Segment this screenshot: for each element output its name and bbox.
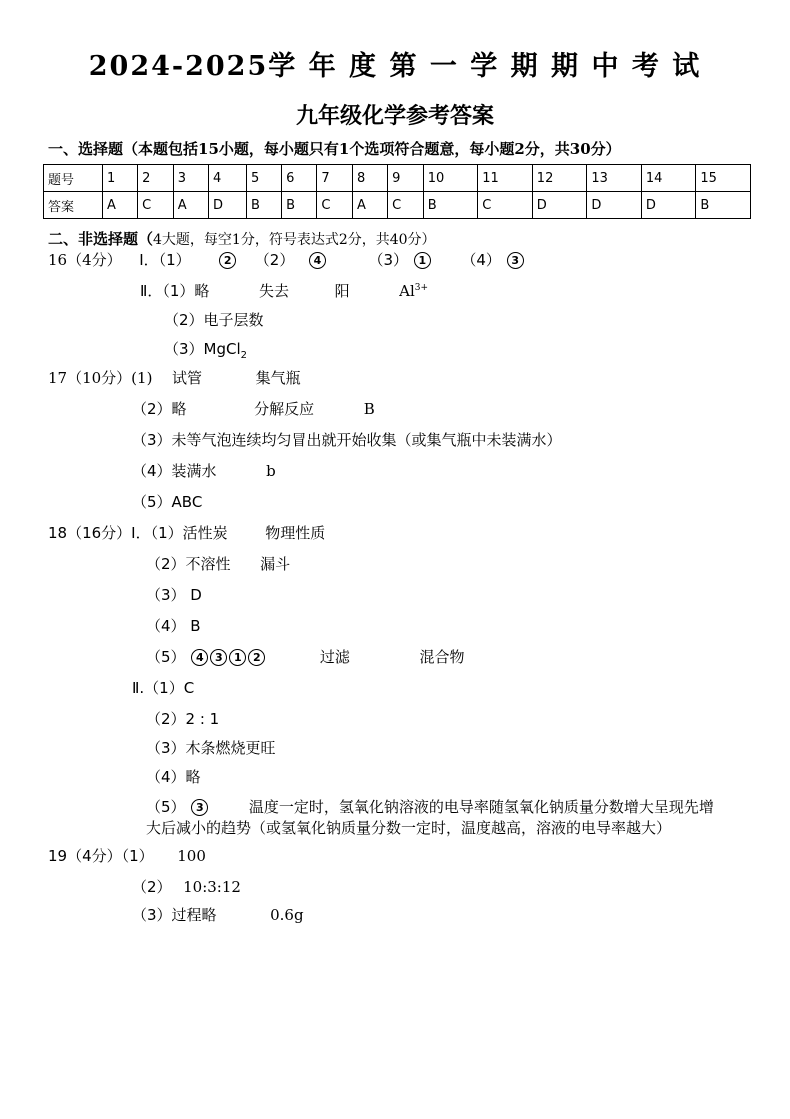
q18-l5c: 混合物 <box>419 648 465 666</box>
table-cell: 15 <box>696 165 751 192</box>
q16-i-4-label: （4） <box>461 251 501 269</box>
q18-line-5 <box>146 646 464 667</box>
q17-l2b: 分解反应 <box>254 400 315 418</box>
q18-answer-circled: 4 <box>191 649 208 666</box>
q19-line-3 <box>132 904 304 925</box>
q18-ii5-text: 温度一定时，氢氧化钠溶液的电导率随氢氧化钠质量分数增大呈现先增 <box>248 798 714 816</box>
table-cell: 10 <box>423 165 478 192</box>
table-cell: A <box>173 192 208 219</box>
q16-ion-charge: 3+ <box>414 283 429 293</box>
table-cell: D <box>208 192 246 219</box>
q18-head: 18（16分）Ⅰ．（1）活性炭 <box>48 524 228 542</box>
q18-answer-circled: 1 <box>229 649 246 666</box>
q17-line-3: （3）未等气泡连续均匀冒出就开始收集（或集气瓶中未装满水） <box>132 431 562 449</box>
q17-l4b: b <box>266 462 276 480</box>
q18-ii-line-5 <box>146 796 714 817</box>
table-cell: C <box>388 192 424 219</box>
q16-answer-circled: 4 <box>309 252 326 269</box>
q18-l5b: 过滤 <box>319 648 350 666</box>
q18-line-3: （3） D <box>146 586 202 604</box>
table-cell: B <box>282 192 317 219</box>
table-cell: A <box>352 192 387 219</box>
table-cell: C <box>478 192 533 219</box>
q16-i-2-label: （2） <box>254 251 295 269</box>
q16-ii-1d <box>399 282 428 300</box>
table-cell: 4 <box>208 165 246 192</box>
q17-head: 17（10分）(1) <box>48 369 153 387</box>
q19-l2a: （2） <box>132 878 172 896</box>
table-cell: 7 <box>317 165 353 192</box>
table-cell: B <box>423 192 478 219</box>
table-cell: 3 <box>173 165 208 192</box>
q18-ii-line-3: （3）木条燃烧更旺 <box>146 739 276 757</box>
table-cell: 1 <box>103 165 138 192</box>
q16-answer-circled: 1 <box>414 252 431 269</box>
q18-answer-circled: 2 <box>248 649 265 666</box>
q16-ion-symbol: Al <box>399 282 415 300</box>
document-subtitle: 九年级化学参考答案 <box>295 103 494 129</box>
table-cell: B <box>696 192 751 219</box>
document-title: 2024-2025学 年 度 第 一 学 期 期 中 考 试 <box>88 51 702 82</box>
table-cell: 2 <box>138 165 174 192</box>
q16-formula-subscript: 2 <box>240 350 248 361</box>
q18-line-1 <box>48 522 325 543</box>
table-cell: 8 <box>352 165 387 192</box>
section-2-heading-rest: 4大题，每空1分，符号表达式2分，共40分） <box>153 232 436 248</box>
table-cell: 5 <box>246 165 281 192</box>
q17-l4a: （4）装满水 <box>132 462 217 480</box>
q19-a1: 100 <box>177 847 206 865</box>
q16-head: 16（4分） <box>48 251 122 269</box>
table-cell: A <box>103 192 138 219</box>
table-cell: C <box>138 192 174 219</box>
table-cell: 14 <box>641 165 696 192</box>
table-cell: 11 <box>478 165 533 192</box>
table-cell: 6 <box>282 165 317 192</box>
answer-table <box>43 164 751 219</box>
q16-answer-circled: 3 <box>507 252 524 269</box>
q17-a2: 集气瓶 <box>255 369 301 387</box>
table-row-numbers <box>44 165 751 192</box>
q18-answer-circled: 3 <box>191 799 208 816</box>
q17-l2c: B <box>363 400 375 418</box>
table-cell: B <box>246 192 281 219</box>
q18-line-2 <box>146 553 290 574</box>
q19-head: 19（4分）（1） <box>48 847 154 865</box>
q17-l2a: （2）略 <box>132 400 187 418</box>
q18-ii-line-5-cont: 大后减小的趋势（或氢氧化钠质量分数一定时，温度越高，溶液的电导率越大） <box>146 819 672 837</box>
q17-line-1 <box>48 367 301 388</box>
section-2-heading-bold: 二、非选择题（ <box>48 230 154 248</box>
table-cell: 9 <box>388 165 424 192</box>
q19-l2b: 10:3:12 <box>183 878 241 896</box>
q18-l2b: 漏斗 <box>260 555 291 573</box>
section-2-heading <box>48 228 436 249</box>
q16-formula: （3）MgCl <box>164 340 241 358</box>
q18-ii-line-4: （4）略 <box>146 768 201 786</box>
table-header-cell: 答案 <box>44 192 103 219</box>
q16-ii-1b: 失去 <box>259 282 290 300</box>
q18-answer-circled: 3 <box>210 649 227 666</box>
q19-line-2 <box>132 876 241 897</box>
q18-h2: 物理性质 <box>265 524 326 542</box>
q18-line-4: （4） B <box>146 617 201 635</box>
section-1-heading: 一、选择题（本题包括15小题，每小题只有1个选项符合题意，每小题2分，共30分） <box>48 140 621 158</box>
q18-ii5-label: （5） <box>146 798 186 816</box>
table-header-cell: 题号 <box>44 165 103 192</box>
q18-l5-label: （5） <box>146 648 186 666</box>
q16-line-1 <box>48 249 525 270</box>
table-cell: 12 <box>532 165 587 192</box>
q16-ii-line-1 <box>140 280 428 301</box>
q16-ii-1: Ⅱ．（1）略 <box>140 282 210 300</box>
table-cell: D <box>532 192 587 219</box>
q17-line-4 <box>132 460 276 481</box>
table-cell: C <box>317 192 353 219</box>
q16-ii-line-2: （2）电子层数 <box>164 311 264 329</box>
q16-answer-circled: 2 <box>219 252 236 269</box>
q19-l3b: 0.6g <box>270 906 304 924</box>
table-row-answers <box>44 192 751 219</box>
q17-line-2 <box>132 398 375 419</box>
q16-ii-line-3 <box>164 338 247 361</box>
table-cell: 13 <box>587 165 642 192</box>
q18-l2a: （2）不溶性 <box>146 555 231 573</box>
q18-ii-line-2: （2）2 : 1 <box>146 710 220 728</box>
q18-ii-line-1: Ⅱ.（1）C <box>132 679 195 697</box>
q19-line-1 <box>48 845 206 866</box>
table-cell: D <box>587 192 642 219</box>
q16-ii-1c: 阳 <box>334 282 350 300</box>
table-cell: D <box>641 192 696 219</box>
q17-a1: 试管 <box>171 369 202 387</box>
q19-l3a: （3）过程略 <box>132 906 217 924</box>
q16-i-1-label: Ⅰ．（1） <box>139 251 191 269</box>
q17-line-5: （5）ABC <box>132 493 203 511</box>
q16-i-3-label: （3） <box>368 251 409 269</box>
